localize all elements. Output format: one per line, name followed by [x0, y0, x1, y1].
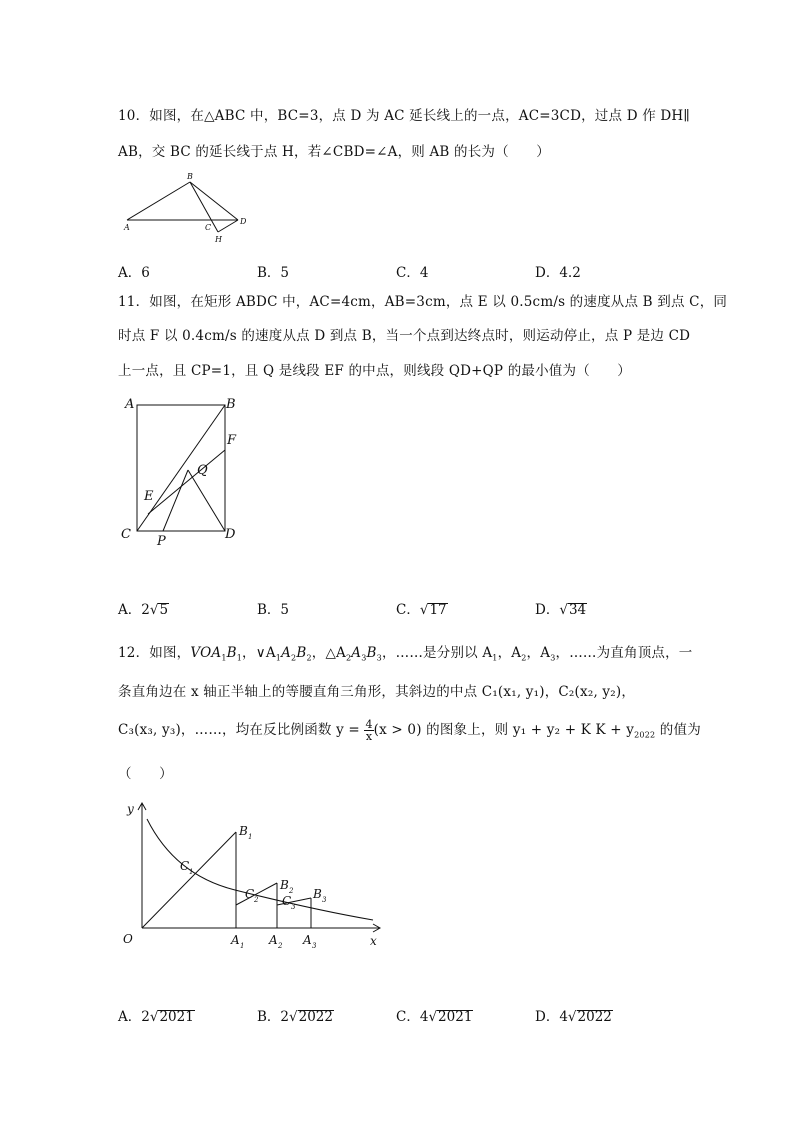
q12-label-a3: A — [303, 933, 312, 947]
q10-option-d[interactable]: D．4.2 — [535, 265, 581, 281]
q12-fraction — [364, 719, 373, 742]
q12-label-x: x — [370, 934, 377, 948]
q12-line1-t1b-sub: 1 — [236, 653, 243, 663]
q12-label-c2-sub: 2 — [254, 896, 259, 904]
q11-option-a-prefix: A． — [118, 602, 142, 618]
q12-label-b1: B — [239, 824, 248, 838]
q12-label-c3: C — [282, 894, 292, 908]
q12-option-a[interactable]: A．2√2021 — [118, 1009, 194, 1025]
q12-label-o: O — [123, 932, 133, 946]
q12-label-a2: A — [269, 933, 278, 947]
q12-option-d[interactable]: D．4√2022 — [535, 1009, 612, 1025]
q10-label-d: D — [240, 217, 247, 226]
q11-option-d-radicand: 34 — [568, 602, 587, 618]
q12-line1-d: ，A — [526, 645, 551, 661]
q12-text-line1: 12．如图，$VOA_1B_1$，$\vee A_1A_2B_2$，$\triangle A_2A_3B_3$，……是分别以 $A_1$，$A_2$，$A_3$，……为直角顶点，一 — [118, 645, 693, 663]
q12-option-d-coef: 4 — [559, 1009, 568, 1025]
q12-line1-c: ，A — [497, 645, 522, 661]
q12-option-d-radicand: 2022 — [577, 1009, 612, 1025]
q12-option-b-radicand: 2022 — [298, 1009, 333, 1025]
q12-label-b1-sub: 1 — [248, 833, 253, 841]
q10-option-b[interactable]: B．5 — [257, 265, 290, 281]
q12-option-a-radicand: 2021 — [159, 1009, 194, 1025]
q11-option-c-prefix: C． — [396, 602, 420, 618]
q12-line1-t1: VOA — [190, 645, 222, 661]
q11-option-a-coef: 2 — [141, 602, 150, 618]
q12-text-line2: 条直角边在 x 轴正半轴上的等腰直角三角形，其斜边的中点 C₁(x₁, y₁)，C₂(x₂, y₂)， — [118, 684, 636, 700]
q12-label-c3-sub: 3 — [291, 903, 296, 911]
q12-line1-t2c: B — [296, 645, 307, 661]
q12-figure — [115, 795, 390, 955]
q12-line3-c: 的值为 — [655, 722, 701, 738]
q12-option-a-prefix: A． — [118, 1009, 142, 1025]
q12-line1-t2: ，∨A — [242, 645, 276, 661]
q10-label-b: B — [187, 172, 193, 181]
q12-text-line3 — [118, 718, 701, 742]
q12-line1-e: ，……为直角顶点，一 — [555, 645, 693, 661]
q11-option-b[interactable]: B．5 — [257, 602, 290, 618]
q12-label-b3: B — [313, 887, 322, 901]
q10-label-a: A — [124, 223, 130, 232]
q11-label-d: D — [225, 527, 236, 542]
q10-label-c: C — [205, 223, 212, 232]
q11-label-f: F — [227, 433, 237, 448]
q12-label-c1-sub: 1 — [189, 868, 194, 876]
q11-option-c[interactable]: C．√17 — [396, 602, 447, 618]
q12-label-a3-sub: 3 — [312, 942, 317, 950]
q12-text-line4: （ ） — [118, 766, 173, 782]
q11-text-line2: 时点 F 以 0.4cm/s 的速度从点 D 到点 B，当一个点到达终点时，则运动停止，点 P 是边 CD — [118, 328, 691, 344]
q12-line1-t3c: B — [366, 645, 377, 661]
q11-text-line3: 上一点，且 CP=1，且 Q 是线段 EF 的中点，则线段 QD+QP 的最小值为（ ） — [118, 363, 631, 379]
q11-label-q: Q — [197, 463, 208, 478]
q12-line1-t1b: B — [226, 645, 237, 661]
q12-line1-t3: ，△A — [311, 645, 346, 661]
q12-option-b-coef: 2 — [280, 1009, 290, 1025]
q10-option-c[interactable]: C．4 — [396, 265, 429, 281]
q11-label-c: C — [121, 527, 131, 542]
q12-line1-a: 12．如图， — [118, 645, 191, 661]
q12-line1-t1-sub: 1 — [221, 653, 227, 663]
q12-label-y: y — [127, 802, 134, 816]
q12-option-b-prefix: B． — [257, 1009, 281, 1025]
q11-label-p: P — [157, 534, 166, 549]
q12-label-a2-sub: 2 — [278, 942, 283, 950]
q11-option-a[interactable]: A．2√5 — [118, 602, 169, 618]
q12-label-c1: C — [180, 859, 190, 873]
q10-option-a[interactable]: A．6 — [118, 265, 150, 281]
q12-option-b[interactable]: B．2√2022 — [257, 1009, 333, 1025]
q10-label-h: H — [215, 235, 222, 244]
q12-line1-b: ，……是分别以 A — [381, 645, 493, 661]
q12-option-c[interactable]: C．4√2021 — [396, 1009, 473, 1025]
q11-figure — [115, 390, 255, 550]
q12-line1-t3b: A — [351, 645, 362, 661]
q12-option-c-radicand: 2021 — [438, 1009, 473, 1025]
q10-text-line2: AB，交 BC 的延长线于点 H，若∠CBD=∠A，则 AB 的长为（ ） — [118, 144, 550, 160]
q12-fraction-denominator: x — [365, 730, 373, 743]
q11-option-c-radicand: 17 — [429, 602, 447, 618]
q12-label-b2: B — [280, 878, 289, 892]
q12-label-a1-sub: 1 — [240, 942, 245, 950]
q12-label-b3-sub: 3 — [322, 896, 327, 904]
q12-option-c-coef: 4 — [419, 1009, 429, 1025]
q12-line3-sub: 2022 — [634, 730, 656, 740]
q12-label-c2: C — [245, 887, 255, 901]
q11-label-a: A — [125, 397, 135, 412]
q12-label-b2-sub: 2 — [289, 887, 294, 895]
q11-option-a-radicand: 5 — [159, 602, 169, 618]
q12-fraction-numerator: 4 — [365, 718, 373, 731]
q10-text-line1: 10．如图，在△ABC 中，BC=3，点 D 为 AC 延长线上的一点，AC=3CD，过点 D 作 DH∥ — [118, 108, 690, 124]
q11-text-line1: 11．如图，在矩形 ABDC 中，AC=4cm，AB=3cm，点 E 以 0.5cm/s 的速度从点 B 到点 C，同 — [118, 294, 728, 310]
q12-line3-b: (x > 0) 的图象上，则 y₁ + y₂ + K K + y — [373, 722, 635, 738]
q12-line1-t2b: A — [281, 645, 292, 661]
q11-label-b: B — [226, 397, 236, 412]
q11-option-d[interactable]: D．√34 — [535, 602, 587, 618]
q12-option-d-prefix: D． — [535, 1009, 560, 1025]
q12-label-a1: A — [231, 933, 240, 947]
q12-option-c-prefix: C． — [396, 1009, 420, 1025]
q11-option-d-prefix: D． — [535, 602, 560, 618]
q10-figure — [118, 168, 258, 248]
q12-line3-a: C₃(x₃, y₃)，……，均在反比例函数 y = — [118, 722, 360, 738]
q11-label-e: E — [144, 489, 154, 504]
q12-option-a-coef: 2 — [141, 1009, 150, 1025]
